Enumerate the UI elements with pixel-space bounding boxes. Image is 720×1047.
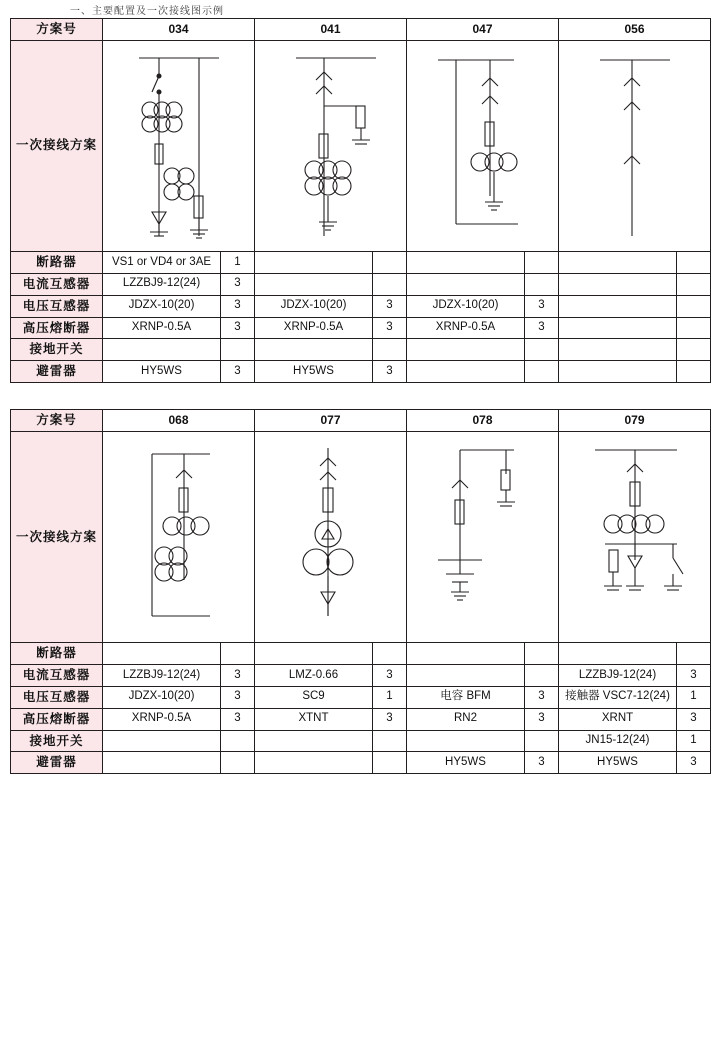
- cell-qty: 3: [221, 664, 255, 686]
- diagram-row: [11, 40, 711, 251]
- cell-qty: [677, 251, 711, 273]
- row-header-hv-fuse: 高压熔断器: [11, 708, 103, 730]
- row-header-plan-no: 方案号: [11, 19, 103, 41]
- table-row: [11, 752, 711, 774]
- cell-value: LZZBJ9-12(24): [103, 664, 221, 686]
- cell-qty: 3: [525, 708, 559, 730]
- cell-qty: [221, 643, 255, 665]
- cell-qty: [525, 273, 559, 295]
- table-row: [11, 643, 711, 665]
- row-header-current-transformer: 电流互感器: [11, 273, 103, 295]
- table-gap: [0, 383, 720, 409]
- cell-value: HY5WS: [255, 361, 373, 383]
- cell-value: [255, 752, 373, 774]
- wiring-diagram-047: [407, 40, 559, 251]
- scheme-table-1: [10, 18, 711, 383]
- plan-no-cell: 041: [255, 19, 407, 41]
- wiring-diagram-077: [255, 432, 407, 643]
- cell-qty: 3: [373, 317, 407, 339]
- plan-no-cell: 056: [559, 19, 711, 41]
- cell-value: [559, 251, 677, 273]
- cell-value: [559, 643, 677, 665]
- row-header-breaker: 断路器: [11, 251, 103, 273]
- cell-qty: [525, 251, 559, 273]
- cell-qty: 3: [525, 317, 559, 339]
- cell-qty: [373, 273, 407, 295]
- wiring-diagram-034: [103, 40, 255, 251]
- cell-qty: 3: [373, 361, 407, 383]
- cell-qty: 3: [221, 708, 255, 730]
- row-header-plan-no: 方案号: [11, 410, 103, 432]
- cell-qty: [525, 339, 559, 361]
- cell-value: [407, 273, 525, 295]
- row-header-wiring-diagram: 一次接线方案: [11, 432, 103, 643]
- cell-value: [407, 251, 525, 273]
- cell-qty: [373, 251, 407, 273]
- row-header-earthing-switch: 接地开关: [11, 339, 103, 361]
- cell-value: [559, 317, 677, 339]
- cell-qty: [221, 730, 255, 752]
- plan-no-cell: 079: [559, 410, 711, 432]
- cell-qty: 1: [373, 686, 407, 708]
- row-header-arrester: 避雷器: [11, 361, 103, 383]
- cell-value: [559, 361, 677, 383]
- cell-value: [103, 643, 221, 665]
- cell-qty: 3: [221, 686, 255, 708]
- cell-value: JDZX-10(20): [407, 295, 525, 317]
- plan-no-cell: 077: [255, 410, 407, 432]
- cell-value: [255, 730, 373, 752]
- cell-qty: 3: [373, 295, 407, 317]
- cell-value: [559, 339, 677, 361]
- cell-qty: [373, 643, 407, 665]
- wiring-diagram-079: [559, 432, 711, 643]
- cell-value: [559, 295, 677, 317]
- wiring-diagram-056: [559, 40, 711, 251]
- plan-no-cell: 047: [407, 19, 559, 41]
- cell-qty: [525, 643, 559, 665]
- cell-value: [255, 339, 373, 361]
- cell-value: HY5WS: [407, 752, 525, 774]
- table-row: [11, 730, 711, 752]
- cell-qty: 3: [677, 752, 711, 774]
- cell-value: [407, 361, 525, 383]
- cell-qty: 1: [677, 686, 711, 708]
- row-header-voltage-transformer: 电压互感器: [11, 686, 103, 708]
- cell-qty: 3: [525, 686, 559, 708]
- cell-qty: [525, 664, 559, 686]
- cell-qty: 1: [221, 251, 255, 273]
- row-header-arrester: 避雷器: [11, 752, 103, 774]
- cell-value: SC9: [255, 686, 373, 708]
- cell-value: [103, 752, 221, 774]
- cell-qty: [677, 361, 711, 383]
- cell-qty: 3: [221, 295, 255, 317]
- row-header-hv-fuse: 高压熔断器: [11, 317, 103, 339]
- cell-qty: 3: [677, 708, 711, 730]
- cell-value: 接触器 VSC7-12(24): [559, 686, 677, 708]
- cell-qty: [373, 752, 407, 774]
- row-header-earthing-switch: 接地开关: [11, 730, 103, 752]
- cell-qty: [373, 339, 407, 361]
- top-note: 一、主要配置及一次接线图示例: [70, 6, 224, 17]
- cell-value: XRNP-0.5A: [255, 317, 373, 339]
- cell-qty: [677, 273, 711, 295]
- table-row: [11, 708, 711, 730]
- cell-qty: 1: [677, 730, 711, 752]
- cell-value: LMZ-0.66: [255, 664, 373, 686]
- cell-value: [255, 251, 373, 273]
- cell-qty: 3: [525, 752, 559, 774]
- cell-value: [407, 339, 525, 361]
- row-header-wiring-diagram: 一次接线方案: [11, 40, 103, 251]
- cell-qty: 3: [373, 664, 407, 686]
- cell-qty: [677, 339, 711, 361]
- cell-value: [255, 273, 373, 295]
- cell-qty: 3: [525, 295, 559, 317]
- plan-no-cell: 068: [103, 410, 255, 432]
- cell-value: JDZX-10(20): [103, 686, 221, 708]
- table-row: [11, 273, 711, 295]
- table-header-row: [11, 410, 711, 432]
- cell-value: JDZX-10(20): [103, 295, 221, 317]
- cell-value: XRNP-0.5A: [103, 708, 221, 730]
- table-row: [11, 251, 711, 273]
- table-row: [11, 664, 711, 686]
- row-header-current-transformer: 电流互感器: [11, 664, 103, 686]
- cell-qty: [221, 752, 255, 774]
- cell-qty: [221, 339, 255, 361]
- cell-value: [407, 643, 525, 665]
- table-row: [11, 317, 711, 339]
- plan-no-cell: 078: [407, 410, 559, 432]
- cell-qty: [677, 643, 711, 665]
- cell-value: 电容 BFM: [407, 686, 525, 708]
- table-header-row: [11, 19, 711, 41]
- cell-value: RN2: [407, 708, 525, 730]
- row-header-voltage-transformer: 电压互感器: [11, 295, 103, 317]
- cell-value: JN15-12(24): [559, 730, 677, 752]
- table-row: [11, 361, 711, 383]
- cell-qty: [677, 295, 711, 317]
- plan-no-cell: 034: [103, 19, 255, 41]
- wiring-diagram-078: [407, 432, 559, 643]
- cell-qty: [525, 730, 559, 752]
- cell-value: XRNP-0.5A: [407, 317, 525, 339]
- wiring-diagram-068: [103, 432, 255, 643]
- cell-value: [559, 273, 677, 295]
- cell-value: XRNP-0.5A: [103, 317, 221, 339]
- cell-value: [407, 664, 525, 686]
- cell-value: [407, 730, 525, 752]
- table-row: [11, 339, 711, 361]
- cell-qty: 3: [677, 664, 711, 686]
- cell-qty: 3: [221, 361, 255, 383]
- cell-qty: [525, 361, 559, 383]
- table-row: [11, 295, 711, 317]
- cell-value: HY5WS: [559, 752, 677, 774]
- cell-value: [103, 339, 221, 361]
- cell-value: XTNT: [255, 708, 373, 730]
- table-row: [11, 686, 711, 708]
- cell-qty: [373, 730, 407, 752]
- cell-value: XRNT: [559, 708, 677, 730]
- scheme-table-2: [10, 409, 711, 774]
- cell-value: LZZBJ9-12(24): [559, 664, 677, 686]
- cell-value: VS1 or VD4 or 3AE: [103, 251, 221, 273]
- row-header-breaker: 断路器: [11, 643, 103, 665]
- cell-qty: 3: [221, 317, 255, 339]
- cell-qty: [677, 317, 711, 339]
- cell-value: LZZBJ9-12(24): [103, 273, 221, 295]
- cell-value: [255, 643, 373, 665]
- diagram-row: [11, 432, 711, 643]
- cell-value: [103, 730, 221, 752]
- cell-qty: 3: [221, 273, 255, 295]
- cell-value: JDZX-10(20): [255, 295, 373, 317]
- wiring-diagram-041: [255, 40, 407, 251]
- cell-value: HY5WS: [103, 361, 221, 383]
- cell-qty: 3: [373, 708, 407, 730]
